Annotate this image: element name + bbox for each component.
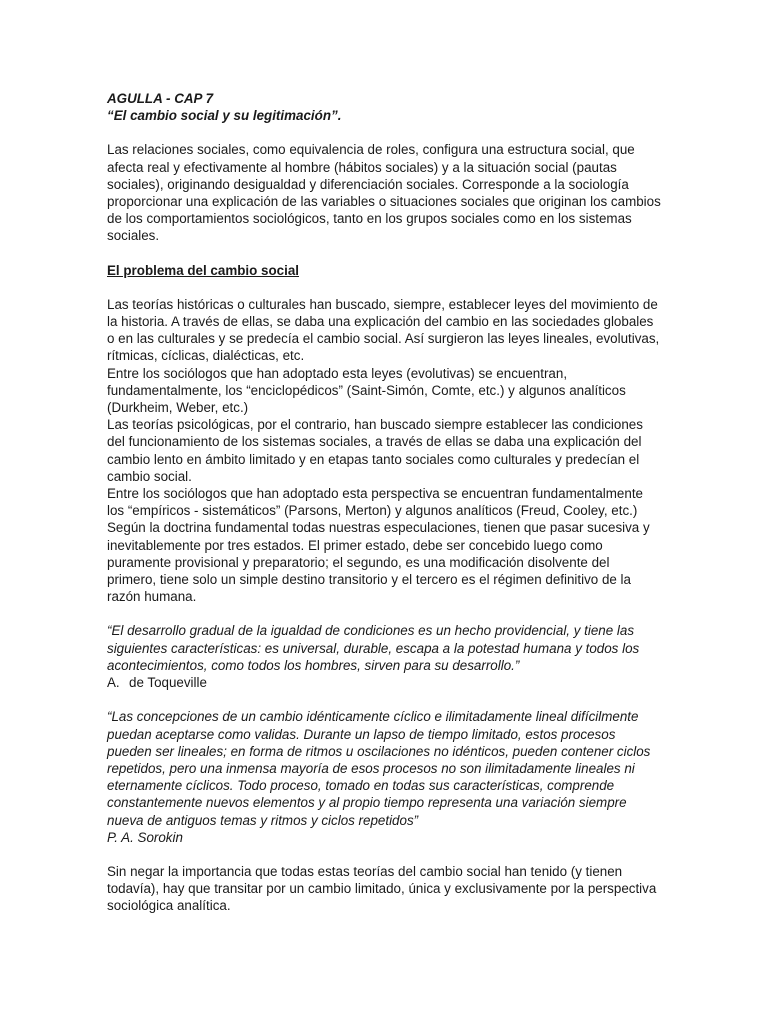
document-author-chapter: AGULLA - CAP 7 xyxy=(107,91,214,106)
spacer xyxy=(107,691,662,708)
quote-sorokin: “Las concepciones de un cambio idénticamente cíclico e ilimitadamente lineal difícilmente puedan aceptarse como validas. Durante un lapso de tiempo limitado, estos procesos pueden ser lineales; en forma de ritmos u oscilaciones no idénticos, pueden contener ciclos repetidos, pero una inmensa mayoría de esos procesos no son ilimitadamente lineales ni eternamente cíclicos. Todo proceso, tomado en todas sus características, comprende constantemente nuevos elementos y al propio tiempo representa una variación siempre nueva de antiguos temas y ritmos y ciclos repetidos” xyxy=(107,709,651,828)
body-paragraph-three-states: Según la doctrina fundamental todas nuestras especulaciones, tienen que pasar sucesiva y inevitablemente por tres estados. El primer estado, debe ser concebido luego como puramente provisional y preparatorio; el segundo, es una modificación disolvente del primero, tiene solo un simple destino transitorio y el tercero es el régimen definitivo de la razón humana. xyxy=(107,520,650,605)
body-paragraph-historical-theories: Las teorías históricas o culturales han buscado, siempre, establecer leyes del movimiento de la historia. A través de ellas, se daba una explicación del cambio en las sociedades globales o en las culturales y se predecía el cambio social. Así surgieron las leyes lineales, evolutivas, rítmicas, cíclicas, dialécticas, etc. xyxy=(107,296,660,364)
document-page xyxy=(107,90,662,915)
spacer xyxy=(107,279,662,296)
attribution-initial: A. xyxy=(107,675,120,691)
attribution-name: de Toqueville xyxy=(129,675,207,691)
spacer xyxy=(107,846,662,863)
quote-toqueville: “El desarrollo gradual de la igualdad de condiciones es un hecho providencial, y tiene las siguientes características: es universal, durable, escapa a la potestad humana y todos los acontecimientos, como todos los hombres, sirven para su desarrollo.” xyxy=(107,623,640,673)
spacer xyxy=(107,245,662,262)
closing-paragraph: Sin negar la importancia que todas estas teorías del cambio social han tenido (y tienen todavía), hay que transitar por un cambio limitado, única y exclusivamente por la perspectiva sociológica analítica. xyxy=(107,863,657,914)
section-heading: El problema del cambio social xyxy=(107,262,299,278)
quote-sorokin-attribution: P. A. Sorokin xyxy=(107,829,183,845)
intro-paragraph: Las relaciones sociales, como equivalencia de roles, configura una estructura social, que afecta real y efectivamente al hombre (hábitos sociales) y a la situación social (pautas sociales), originando desigualdad y diferenciación sociales. Corresponde a la sociología proporcionar una explicación de las variables o situaciones sociales que originan los cambios de los comportamientos sociológicos, tanto en los grupos sociales como en los sistemas sociales. xyxy=(107,142,661,244)
spacer xyxy=(107,605,662,622)
body-paragraph-psychological-theories: Las teorías psicológicas, por el contrario, han buscado siempre establecer las condiciones del funcionamiento de los sistemas sociales, a través de ellas se daba una explicación del cambio lento en ámbito limitado y en etapas tanto sociales como culturales y predecían el cambio social. xyxy=(107,417,643,484)
spacer xyxy=(107,124,662,141)
document-title: “El cambio social y su legitimación”. xyxy=(107,108,342,124)
body-paragraph-evolutive-sociologists: Entre los sociólogos que han adoptado esta leyes (evolutivas) se encuentran, fundamentalmente, los “enciclopédicos” (Saint-Simón, Comte, etc.) y algunos analíticos (Durkheim, Weber, etc.) xyxy=(107,365,626,416)
body-paragraph-empirical-sociologists: Entre los sociólogos que han adoptado esta perspectiva se encuentran fundamentalmente los “empíricos - sistemáticos” (Parsons, Merton) y algunos analíticos (Freud, Cooley, etc.) xyxy=(107,486,643,519)
quote-toqueville-attribution xyxy=(107,674,662,691)
